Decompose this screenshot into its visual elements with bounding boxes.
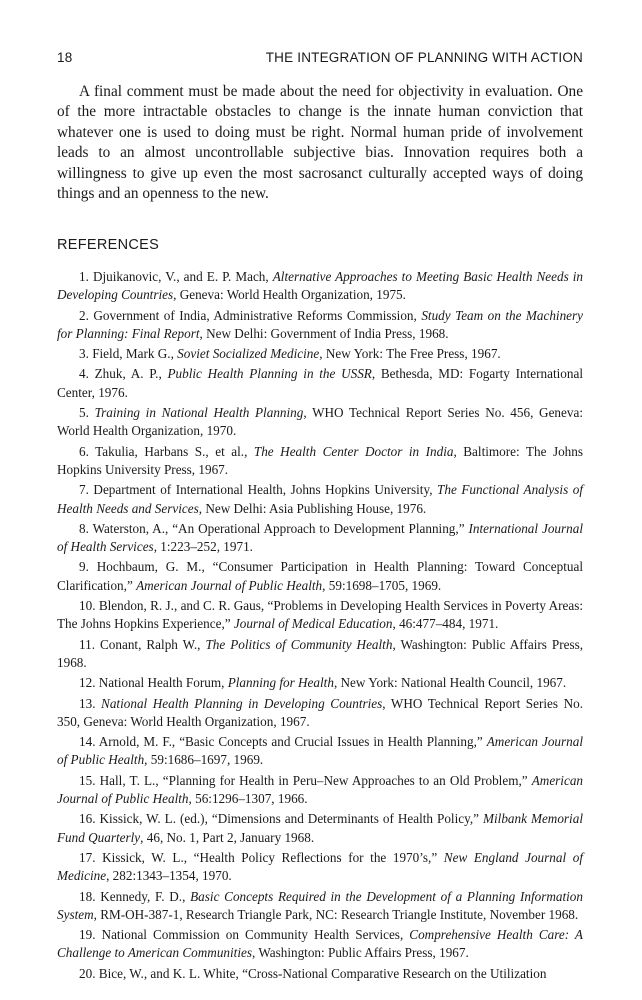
reference-authors: National Health Forum,: [98, 675, 228, 691]
reference-authors: Department of International Health, Johns Hopkins University,: [93, 482, 438, 498]
reference-details: , Bethesda, MD: Fogarty International Center, 1976.: [57, 366, 583, 400]
reference-authors: Waterston, A., “An Operational Approach to Development Planning,”: [92, 520, 469, 536]
reference-number: 8.: [79, 520, 89, 536]
reference-details: , 59:1698–1705, 1969.: [322, 577, 442, 593]
page-number: 18: [57, 50, 73, 65]
reference-authors: Hall, T. L., “Planning for Health in Peru–New Approaches to an Old Problem,”: [99, 772, 532, 788]
reference-number: 4.: [79, 366, 89, 382]
reference-item: [57, 636, 583, 673]
reference-authors: Arnold, M. F., “Basic Concepts and Crucial Issues in Health Planning,”: [98, 734, 487, 750]
reference-number: 19.: [79, 927, 96, 943]
reference-number: 11.: [79, 636, 95, 652]
reference-number: 6.: [79, 443, 89, 459]
reference-authors: Zhuk, A. P.,: [94, 366, 168, 382]
reference-details: , WHO Technical Report Series No. 350, Geneva: World Health Organization, 1967.: [57, 695, 583, 729]
reference-item: [57, 345, 583, 363]
reference-title: The Functional Analysis of Health Needs and Services: [57, 482, 583, 516]
reference-title: American Journal of Public Health: [136, 577, 323, 593]
reference-number: 14.: [79, 734, 96, 750]
reference-details: , 56:1296–1307, 1966.: [188, 791, 308, 807]
reference-details: , 1:223–252, 1971.: [153, 539, 253, 555]
reference-item: [57, 888, 583, 925]
reference-authors: Conant, Ralph W.,: [100, 636, 206, 652]
reference-item: [57, 849, 583, 886]
reference-authors: Bice, W., and K. L. White, “Cross-National Comparative Research on the Utilization: [98, 965, 547, 981]
body-paragraph: A final comment must be made about the need for objectivity in evaluation. One of the more intractable obstacles to change is the innate human conviction that whatever one is used to doing must be right. Normal human pride of involvement leads to an almost uncontrollable subjective bias. Innovation requires both a willingness to give up even the most sacrosanct culturally accepted ways of doing things and an openness to the new.: [57, 83, 583, 203]
reference-details: , Baltimore: The Johns Hopkins University Press, 1967.: [57, 443, 583, 477]
reference-authors: Kissick, W. L., “Health Policy Reflections for the 1970’s,”: [102, 849, 444, 865]
reference-details: , Washington: Public Affairs Press, 1967.: [252, 945, 469, 961]
reference-title: International Journal of Health Services: [57, 520, 583, 555]
reference-details: , 46:477–484, 1971.: [392, 616, 499, 632]
reference-authors: Hochbaum, G. M., “Consumer Participation in Health Planning: Toward Conceptual Clarification,”: [57, 559, 584, 593]
reference-details: , WHO Technical Report Series No. 456, Geneva: World Health Organization, 1970.: [57, 405, 583, 439]
reference-number: 16.: [79, 811, 96, 827]
reference-title: The Health Center Doctor in India: [253, 443, 454, 459]
reference-number: 5.: [79, 405, 89, 421]
reference-item: [57, 597, 583, 634]
reference-number: 1.: [79, 269, 89, 284]
reference-title: Planning for Health: [227, 675, 334, 691]
reference-title: Training in National Health Planning: [94, 405, 304, 421]
reference-details: , 46, No. 1, Part 2, January 1968.: [140, 829, 315, 845]
reference-title: Comprehensive Health Care: A Challenge to American Communities: [57, 927, 583, 961]
reference-title: New England Journal of Medicine: [57, 849, 583, 884]
reference-title: Public Health Planning in the USSR: [167, 366, 372, 382]
reference-number: 2.: [79, 307, 89, 323]
page-header: [57, 50, 583, 72]
reference-details: , 282:1343–1354, 1970.: [106, 868, 232, 884]
reference-title: Study Team on the Machinery for Planning: Final Report: [57, 307, 584, 341]
reference-item: [57, 965, 583, 983]
reference-details: , 59:1686–1697, 1969.: [144, 752, 264, 768]
reference-item: [57, 810, 583, 847]
reference-item: [57, 674, 583, 692]
reference-item: [57, 365, 583, 402]
running-head: THE INTEGRATION OF PLANNING WITH ACTION: [265, 50, 583, 65]
reference-number: 12.: [79, 675, 96, 691]
reference-details: , RM-OH-387-1, Research Triangle Park, NC: Research Triangle Institute, November 1968.: [93, 906, 579, 922]
reference-authors: Djuikanovic, V., and E. P. Mach,: [92, 269, 273, 284]
reference-authors: Takulia, Harbans S., et al.,: [95, 443, 254, 459]
reference-number: 15.: [79, 772, 96, 788]
reference-title: Journal of Medical Education: [233, 616, 393, 632]
reference-item: [57, 307, 583, 344]
reference-item: [57, 733, 583, 770]
references-list: [57, 268, 583, 985]
reference-authors: National Commission on Community Health Services,: [101, 927, 410, 943]
reference-item: [57, 695, 583, 732]
reference-number: 3.: [79, 346, 89, 362]
reference-number: 9.: [79, 559, 89, 575]
reference-item: [57, 404, 583, 441]
reference-details: , New Delhi: Asia Publishing House, 1976.: [198, 500, 427, 516]
reference-details: , New York: The Free Press, 1967.: [319, 346, 501, 362]
reference-details: , New Delhi: Government of India Press, 1968.: [199, 325, 449, 341]
reference-title: The Politics of Community Health: [205, 636, 393, 652]
reference-number: 7.: [79, 482, 89, 498]
reference-title: National Health Planning in Developing Countries: [101, 695, 383, 711]
reference-authors: Blendon, R. J., and C. R. Gaus, “Problems in Developing Health Services in Poverty Areas: The Johns Hopkins Experience,”: [57, 598, 584, 632]
reference-item: [57, 772, 583, 809]
reference-title: Soviet Socialized Medicine: [177, 346, 320, 362]
references-heading: REFERENCES: [57, 237, 160, 253]
reference-item: [57, 268, 583, 305]
reference-number: 20.: [79, 965, 96, 981]
reference-title: Alternative Approaches to Meeting Basic Health Needs in Developing Countries: [57, 269, 584, 303]
reference-title: Basic Concepts Required in the Development of a Planning Information System: [57, 888, 583, 922]
reference-item: [57, 558, 583, 595]
reference-item: [57, 926, 583, 963]
reference-details: , Washington: Public Affairs Press, 1968.: [57, 636, 584, 670]
reference-authors: Government of India, Administrative Reforms Commission,: [93, 307, 422, 323]
reference-authors: Field, Mark G.,: [92, 346, 178, 362]
reference-item: [57, 443, 583, 480]
reference-number: 13.: [79, 695, 96, 711]
reference-number: 18.: [79, 888, 96, 904]
reference-title: American Journal of Public Health: [57, 772, 584, 807]
reference-number: 10.: [79, 598, 96, 614]
reference-authors: Kennedy, F. D.,: [100, 888, 191, 904]
reference-authors: Kissick, W. L. (ed.), “Dimensions and Determinants of Health Policy,”: [99, 811, 484, 827]
reference-details: , New York: National Health Council, 1967.: [333, 675, 567, 691]
reference-number: 17.: [79, 849, 96, 865]
reference-item: [57, 520, 583, 557]
reference-title: Milbank Memorial Fund Quarterly: [57, 811, 583, 845]
reference-details: , Geneva: World Health Organization, 1975.: [173, 287, 406, 303]
reference-item: [57, 481, 583, 518]
reference-title: American Journal of Public Health: [57, 734, 583, 768]
